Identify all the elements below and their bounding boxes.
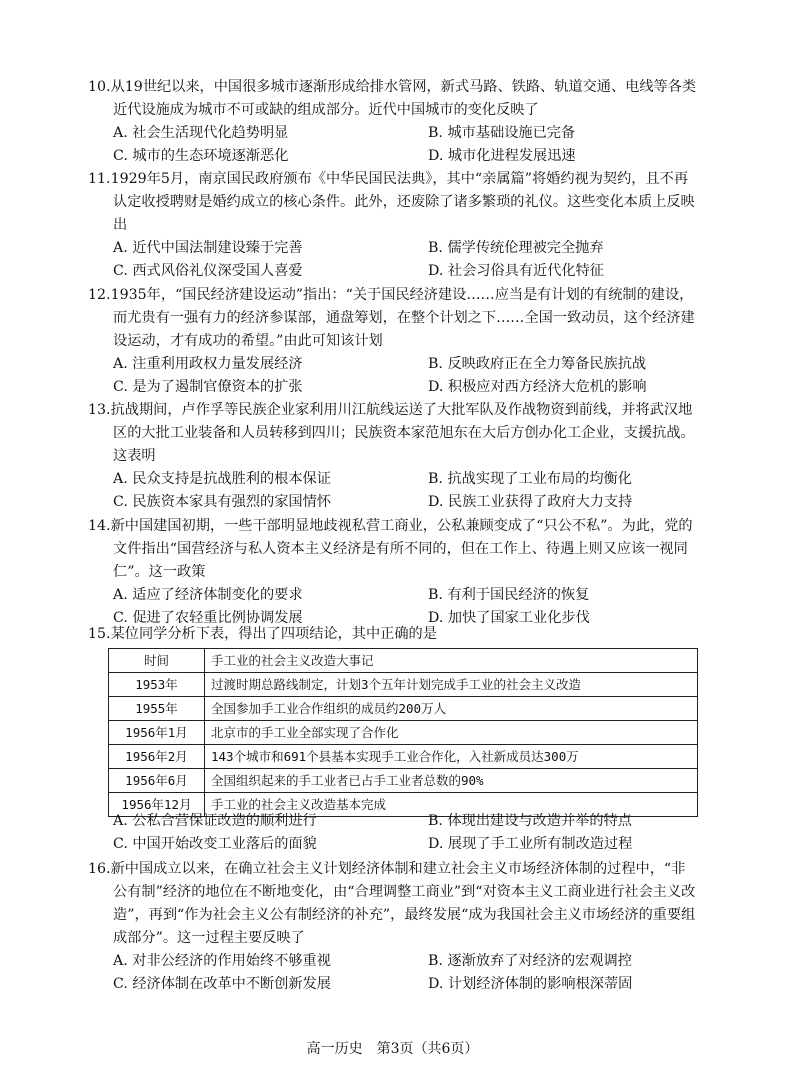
option-a: A. 公私合营保证改造的顺利进行 [113,813,317,829]
question-stem: 10.从19世纪以来，中国很多城市逐渐形成给排水管网，新式马路、铁路、轨道交通、电线等各类近代设施成为城市不可或缺的组成部分。近代中国城市的变化反映了 [88,79,697,118]
question-stem: 16.新中国成立以来，在确立社会主义计划经济体制和建立社会主义市场经济体制的过程中，“非公有制”经济的地位在不断地变化，由“合理调整工商业”到“对资本主义工商业进行社会主义改造”，再到“作为社会主义公有制经济的补充”，最终发展“成为我国社会主义市场经济的重要组成部分”。这一过程主要反映了 [88,861,696,946]
option-d: D. 积极应对西方经济大危机的影响 [428,378,647,395]
table-row [109,673,698,697]
table-cell-time: 1956年1月 [109,721,205,745]
question-stem: 11.1929年5月，南京国民政府颁布《中华民国民法典》，其中“亲属篇”将婚约视为契约，且不再认定收授聘财是婚约成立的核心条件。此外，还废除了诸多繁琐的礼仪。这些变化本质上反映出 [88,171,695,233]
option-d: D. 社会习俗具有近代化特征 [428,262,604,279]
option-a: A. 近代中国法制建设臻于完善 [113,240,303,256]
option-a: A. 对非公经济的作用始终不够重视 [113,953,331,969]
question-16 [88,858,698,995]
option-d: D. 计划经济体制的影响根深蒂固 [428,975,633,992]
table-cell-time: 1956年2月 [109,745,205,769]
option-d: D. 城市化进程发展迅速 [428,147,576,164]
option-d: D. 加快了国家工业化步伐 [428,609,590,626]
table-header-cell: 手工业的社会主义改造大事记 [205,649,698,673]
option-c: C. 西式风俗礼仪深受国人喜爱 [113,262,303,279]
question-stem: 13.抗战期间，卢作孚等民族企业家利用川江航线运送了大批军队及作战物资到前线，并将武汉地区的大批工业装备和人员转移到四川；民族资本家范旭东在大后方创办化工企业，支援抗战。这表明 [88,402,695,464]
options [88,950,698,995]
table-row [109,697,698,721]
options [88,810,698,855]
options [88,353,698,398]
option-b: B. 城市基础设施已完备 [428,125,576,141]
options [88,237,698,282]
options [88,122,698,167]
option-d: D. 民族工业获得了政府大力支持 [428,493,633,510]
question-stem: 14.新中国建国初期，一些干部明显地歧视私营工商业，公私兼顾变成了“只公不私”。为此，党的文件指出“国营经济与私人资本主义经济是有所不同的，但在工作上、待遇上则又应该一视同仁”。这一政策 [88,518,693,580]
option-c: C. 促进了农轻重比例协调发展 [113,609,303,626]
question-15 [88,623,698,646]
page-footer: 高一历史 第3页（共6页） [306,1041,479,1057]
table-row [109,721,698,745]
question-11 [88,168,698,282]
option-b: B. 有利于国民经济的恢复 [428,587,590,603]
question-14 [88,515,698,629]
option-b: B. 反映政府正在全力筹备民族抗战 [428,356,647,372]
option-b: B. 儒学传统伦理被完全抛弃 [428,240,604,256]
question-15-options [88,810,698,855]
question-13 [88,399,698,513]
option-b: B. 体现出建设与改造并举的特点 [428,813,632,829]
option-c: C. 中国开始改变工业落后的面貌 [113,835,317,852]
table-cell-event: 全国组织起来的手工业者已占手工业者总数的90% [205,769,698,793]
option-b: B. 逐渐放弃了对经济的宏观调控 [428,953,632,969]
question-10 [88,76,698,167]
table-cell-event: 全国参加手工业合作组织的成员约200万人 [205,697,698,721]
table-cell-time: 1956年12月 [109,793,205,817]
option-c: C. 经济体制在改革中不断创新发展 [113,975,331,992]
option-a: A. 社会生活现代化趋势明显 [113,125,289,141]
question-stem: 12.1935年，“国民经济建设运动”指出：“关于国民经济建设……应当是有计划的有统制的建设，而尤贵有一强有力的经济参谋部，通盘筹划，在整个计划之下……全国一致动员，这个经济建设运动，才有成功的希望。”由此可知该计划 [88,287,695,349]
question-stem: 15.某位同学分析下表，得出了四项结论，其中正确的是 [88,626,437,642]
table-header-cell: 时间 [109,649,205,673]
option-a: A. 注重利用政权力量发展经济 [113,356,303,372]
option-c: C. 民族资本家具有强烈的家国情怀 [113,493,331,510]
option-d: D. 展现了手工业所有制改造过程 [428,835,633,852]
option-c: C. 城市的生态环境逐渐恶化 [113,147,289,164]
question-12 [88,284,698,398]
option-a: A. 适应了经济体制变化的要求 [113,587,303,603]
table-cell-time: 1955年 [109,697,205,721]
table-row [109,745,698,769]
table-cell-event: 过渡时期总路线制定，计划3个五年计划完成手工业的社会主义改造 [205,673,698,697]
table-row [109,769,698,793]
option-a: A. 民众支持是抗战胜利的根本保证 [113,471,331,487]
table-cell-event: 手工业的社会主义改造基本完成 [205,793,698,817]
table-cell-event: 北京市的手工业全部实现了合作化 [205,721,698,745]
handicraft-reform-table [108,648,698,817]
table-cell-time: 1956年6月 [109,769,205,793]
table-cell-event: 143个城市和691个县基本实现手工业合作化，入社新成员达300万 [205,745,698,769]
option-b: B. 抗战实现了工业布局的均衡化 [428,471,632,487]
option-c: C. 是为了遏制官僚资本的扩张 [113,378,303,395]
options [88,468,698,513]
table-header-row [109,649,698,673]
table-cell-time: 1953年 [109,673,205,697]
